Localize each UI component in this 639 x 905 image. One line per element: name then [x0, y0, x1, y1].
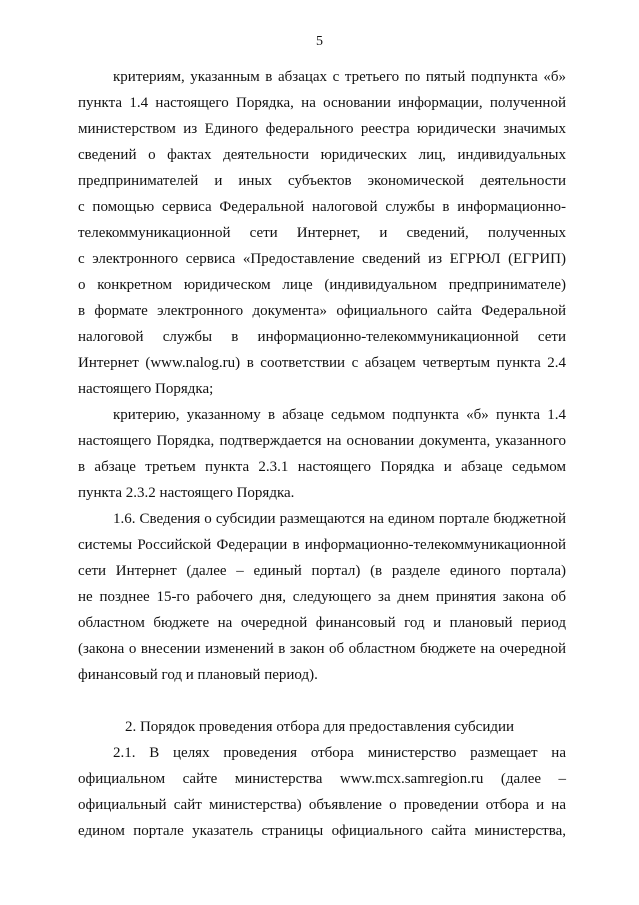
text-line: (закона о внесении изменений в закон об областном бюджете на очередной [78, 641, 566, 657]
text-line: в абзаце третьем пункта 2.3.1 настоящего Порядка и абзаце седьмом [78, 459, 566, 475]
text-line: с помощью сервиса Федеральной налоговой службы в информационно- [78, 199, 566, 215]
text-line: критериям, указанным в абзацах с третьего по пятый подпункта «б» [113, 69, 566, 85]
text-line: настоящего Порядка, подтверждается на основании документа, указанного [78, 433, 566, 449]
text-line: пункта 2.3.2 настоящего Порядка. [78, 485, 295, 501]
text-line: о конкретном юридическом лице (индивидуальном предпринимателе) [78, 277, 566, 293]
text-line: телекоммуникационной сети Интернет, и сведений, полученных [78, 225, 566, 241]
text-line: налоговой службы в информационно-телекоммуникационной сети [78, 329, 566, 345]
text-line: областном бюджете на очередной финансовый год и плановый период [78, 615, 566, 631]
text-line: критерию, указанному в абзаце седьмом подпункта «б» пункта 1.4 [113, 407, 566, 423]
text-line: настоящего Порядка; [78, 381, 214, 397]
text-line: системы Российской Федерации в информационно-телекоммуникационной [78, 537, 566, 553]
text-line: с электронного сервиса «Предоставление сведений из ЕГРЮЛ (ЕГРИП) [78, 251, 566, 267]
text-line: не позднее 15-го рабочего дня, следующего за днем принятия закона об [78, 589, 566, 605]
text-line: 2.1. В целях проведения отбора министерство размещает на [113, 745, 566, 761]
text-line: официальный сайт министерства) объявление о проведении отбора и на [78, 797, 566, 813]
text-line: в формате электронного документа» официального сайта Федеральной [78, 303, 566, 319]
text-line: пункта 1.4 настоящего Порядка, на основании информации, полученной [78, 95, 566, 111]
text-line: едином портале указатель страницы официального сайта министерства, [78, 823, 566, 839]
text-line: Интернет (www.nalog.ru) в соответствии с абзацем четвертым пункта 2.4 [78, 355, 566, 371]
text-line: финансовый год и плановый период). [78, 667, 318, 683]
text-line: министерством из Единого федерального реестра юридически значимых [78, 121, 566, 137]
page-number: 5 [316, 34, 323, 49]
text-line: предпринимателей и иных субъектов экономической деятельности [78, 173, 566, 189]
text-line: 1.6. Сведения о субсидии размещаются на едином портале бюджетной [113, 511, 566, 527]
text-line: сведений о фактах деятельности юридических лиц, индивидуальных [78, 147, 566, 163]
section-heading: 2. Порядок проведения отбора для предоставления субсидии [124, 719, 515, 735]
text-line: официальном сайте министерства www.mcx.samregion.ru (далее – [78, 771, 566, 787]
text-line: сети Интернет (далее – единый портал) (в разделе единого портала) [78, 563, 566, 579]
